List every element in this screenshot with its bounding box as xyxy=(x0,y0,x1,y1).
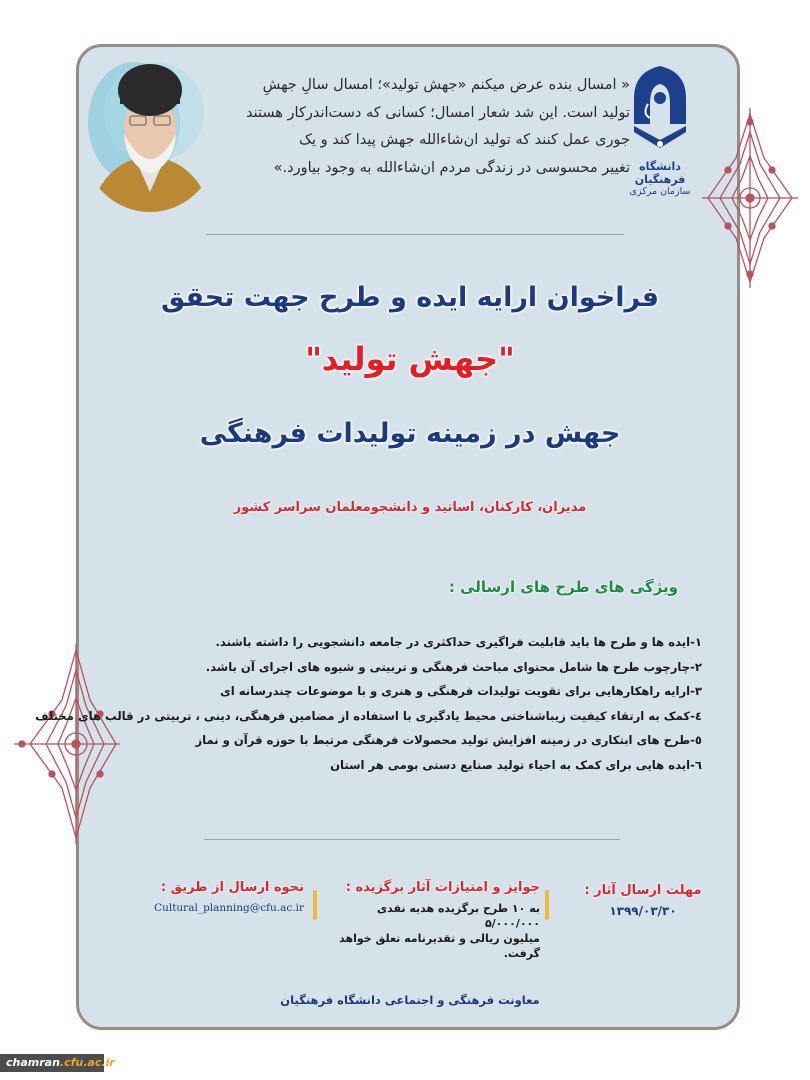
ornament-right-icon xyxy=(702,108,798,288)
feature-item: ۲-چارچوب طرح ها شامل محتوای مباحث فرهنگی و تربیتی و شیوه های اجرای آن باشد. xyxy=(205,659,702,674)
header-divider xyxy=(206,234,624,235)
quote-line: تولید است. این شد شعار امسال؛ کسانی که دست‌اندرکار هستند xyxy=(245,104,630,121)
deadline-title: مهلت ارسال آثار : xyxy=(584,883,702,898)
deadline-block xyxy=(568,883,718,919)
logo-subtitle: سازمان مرکزی xyxy=(629,186,691,197)
university-logo xyxy=(620,64,700,197)
deadline-separator xyxy=(545,890,549,920)
target-audience: مدیران، کارکنان، اساتید و دانشجومعلمان سراسر کشور xyxy=(233,500,587,515)
prizes-separator xyxy=(313,890,317,920)
leader-quote xyxy=(230,72,630,182)
prizes-block xyxy=(326,880,540,961)
quote-line: « امسال بنده عرض میکنم «جهش تولید»؛ امسال سالِ جهشِ xyxy=(262,77,630,93)
prizes-line: به ۱۰ طرح برگزیده هدیه نقدی ۵/۰۰۰/۰۰۰ xyxy=(377,902,540,930)
quote-line: تغییر محسوسی در زندگی مردم ان‌شاءالله به وجود بیاورد.» xyxy=(273,159,630,176)
leader-portrait-image xyxy=(84,52,216,212)
call-title-line1: فراخوان ارایه ایده و طرح جهت تحقق xyxy=(160,282,659,313)
submission-email-link[interactable]: Cultural_planning@cfu.ac.ir xyxy=(154,902,304,914)
feature-item: ٦-ایده هایی برای کمک به احیاء تولید صنایع دستی بومی هر استان xyxy=(330,757,702,772)
watermark-domain-part2: .cfu.ac.ir xyxy=(59,1056,115,1069)
call-title-line3: جهش در زمینه تولیدات فرهنگی xyxy=(199,418,621,449)
feature-item: ٤-کمک به ارتقاء کیفیت زیباشناختی محیط یادگیری با استفاده از مضامین فرهنگی، دینی ، تربیتی در قالب های مختلف xyxy=(35,708,702,723)
farhangian-emblem-icon xyxy=(628,64,692,154)
features-heading: ویژگی های طرح های ارسالی : xyxy=(448,578,678,596)
deadline-date: ۱۳۹۹/۰۳/۳۰ xyxy=(609,904,677,918)
info-divider xyxy=(204,839,620,840)
prizes-detail xyxy=(326,901,540,961)
prizes-line: میلیون ریالی و تقدیرنامه تعلق خواهد گرفت. xyxy=(339,932,540,960)
watermark-domain-part1: chamran xyxy=(6,1056,60,1069)
call-title-highlight: "جهش تولید" xyxy=(305,340,515,378)
logo-name: دانشگاه فرهنگیان xyxy=(634,160,686,186)
quote-line: جوری عمل کنند که تولید ان‌شاءالله جهش پیدا کند و یک xyxy=(299,132,630,148)
ornament-left-icon xyxy=(10,644,120,844)
prizes-title: جوایز و امتیازات آثار برگزیده : xyxy=(345,880,540,895)
footer-department: معاونت فرهنگی و اجتماعی دانشگاه فرهنگیان xyxy=(280,993,540,1007)
feature-item: ۳-ارایه راهکارهایی برای تقویت تولیدات فرهنگی و هنری و با موضوعات چندرسانه ای xyxy=(220,684,702,698)
submission-title: نحوه ارسال از طریق : xyxy=(160,880,304,895)
features-list xyxy=(35,630,702,777)
feature-item: ٥-طرح های ابتکاری در زمینه افزایش تولید محصولات فرهنگی مرتبط با حوزه قرآن و نماز xyxy=(195,733,702,747)
site-watermark[interactable] xyxy=(0,1054,115,1072)
submission-block xyxy=(140,880,304,916)
feature-item: ۱-ایده ها و طرح ها باید قابلیت فراگیری حداکثری در جامعه دانشجویی را داشته باشند. xyxy=(215,635,702,649)
